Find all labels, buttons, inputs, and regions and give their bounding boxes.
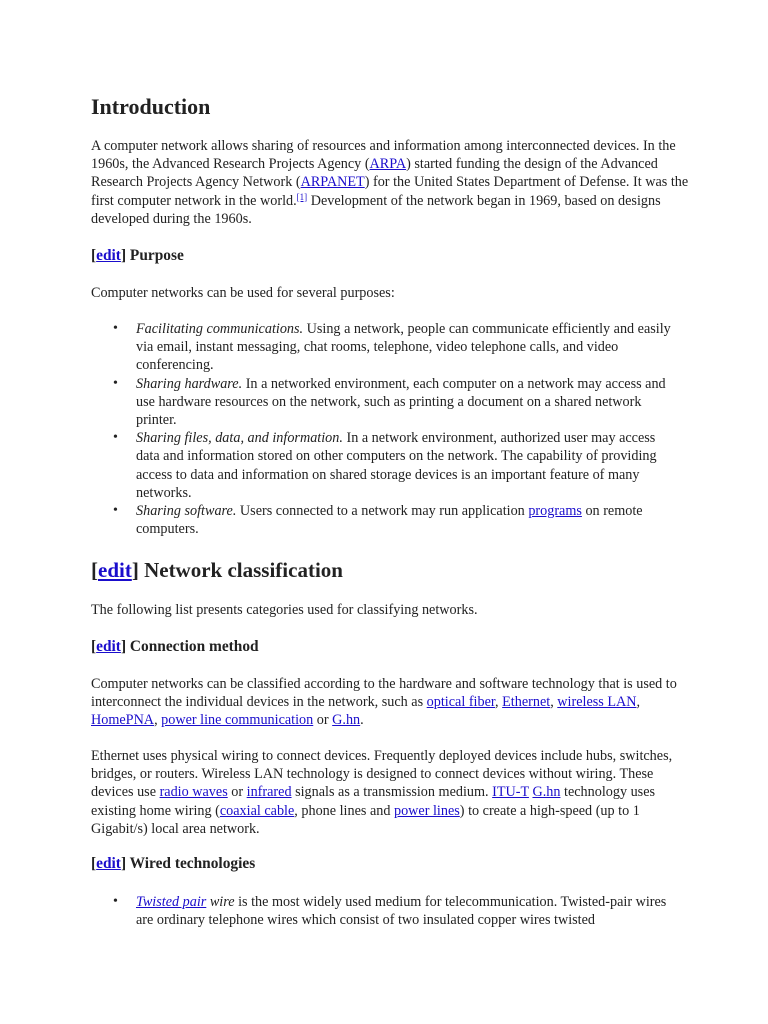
link-wireless-lan[interactable]: wireless LAN: [557, 694, 637, 711]
edit-link-wired-technologies[interactable]: edit: [96, 855, 121, 872]
link-homepna[interactable]: HomePNA: [91, 712, 155, 729]
link-arpa[interactable]: ARPA: [369, 156, 407, 173]
link-power-line-communication[interactable]: power line communication: [161, 712, 314, 729]
link-itu-t[interactable]: ITU-T: [492, 784, 529, 801]
edit-link-connection-method[interactable]: edit: [96, 638, 121, 655]
wired-list: [91, 893, 691, 929]
link-ghn[interactable]: G.hn: [332, 712, 361, 729]
classification-intro: The following list presents categories used for classifying networks.: [91, 602, 478, 618]
heading-purpose: [edit] Purpose: [91, 247, 184, 264]
purpose-intro: Computer networks can be used for several purposes:: [91, 285, 395, 301]
list-item: • Facilitating communications. Using a network, people can communicate efficiently and easily via email, instant messaging, chat rooms, telephone, video telephone calls, and video conferencing.: [91, 320, 676, 375]
heading-connection-method: [edit] Connection method: [91, 638, 259, 655]
heading-network-classification: [edit] Network classification: [91, 558, 343, 582]
connection-paragraph-1: Computer networks can be classified according to the hardware and software technology that is used to interconnect the individual devices in the network, such as optical fiber, Ethernet, wireless LAN, HomePNA, power line communication or G.hn.: [91, 676, 677, 729]
connection-paragraph-2: Ethernet uses physical wiring to connect devices. Frequently deployed devices include hubs, switches, bridges, or routers. Wireless LAN technology is designed to connect devices without wiring. These devices use radio waves or infrared signals as a transmission medium. ITU-T G.hn technology uses existing home wiring (coaxial cable, phone lines and power lines) to create a high-speed (up to 1 Gigabit/s) local area network.: [91, 748, 673, 837]
link-radio-waves[interactable]: radio waves: [159, 784, 228, 801]
heading-wired-technologies: [edit] Wired technologies: [91, 855, 256, 872]
link-ethernet[interactable]: Ethernet: [502, 694, 551, 711]
link-coaxial-cable[interactable]: coaxial cable: [219, 802, 295, 819]
list-item: • Sharing software. Users connected to a network may run application programs on remote computers.: [91, 502, 676, 538]
link-power-lines[interactable]: power lines: [393, 802, 460, 819]
list-item: • Sharing files, data, and information. In a network environment, authorized user may access data and information stored on other computers on the network. The capability of providing access to data and information on shared storage devices is an important feature of many networks.: [91, 429, 676, 502]
link-twisted-pair[interactable]: Twisted pair: [136, 894, 207, 910]
list-item: • Sharing hardware. In a networked environment, each computer on a network may access and use hardware resources on the network, such as printing a document on a shared network printer.: [91, 375, 676, 430]
link-arpanet[interactable]: ARPANET: [300, 174, 365, 191]
purpose-list: [91, 320, 691, 538]
intro-paragraph: A computer network allows sharing of resources and information among interconnected devices. In the 1960s, the Advanced Research Projects Agency (ARPA) started funding the design of the Advanced Research Projects Agency Network (ARPANET) for the United States Department of Defense. It was the first computer network in the world.[1] Development of the network began in 1969, based on designs developed during the 1960s.: [91, 138, 689, 227]
heading-introduction: Introduction: [91, 94, 211, 119]
reference-link-1[interactable]: [1]: [296, 191, 308, 202]
link-ghn-2[interactable]: G.hn: [532, 784, 561, 801]
list-item: • Twisted pair wire is the most widely used medium for telecommunication. Twisted-pair wires are ordinary telephone wires which consist of two insulated copper wires twisted: [91, 893, 676, 929]
edit-link-network-classification[interactable]: edit: [98, 558, 132, 582]
link-programs[interactable]: programs: [528, 503, 582, 520]
link-infrared[interactable]: infrared: [246, 784, 292, 801]
edit-link-purpose[interactable]: edit: [96, 247, 121, 264]
link-optical-fiber[interactable]: optical fiber: [426, 694, 496, 711]
